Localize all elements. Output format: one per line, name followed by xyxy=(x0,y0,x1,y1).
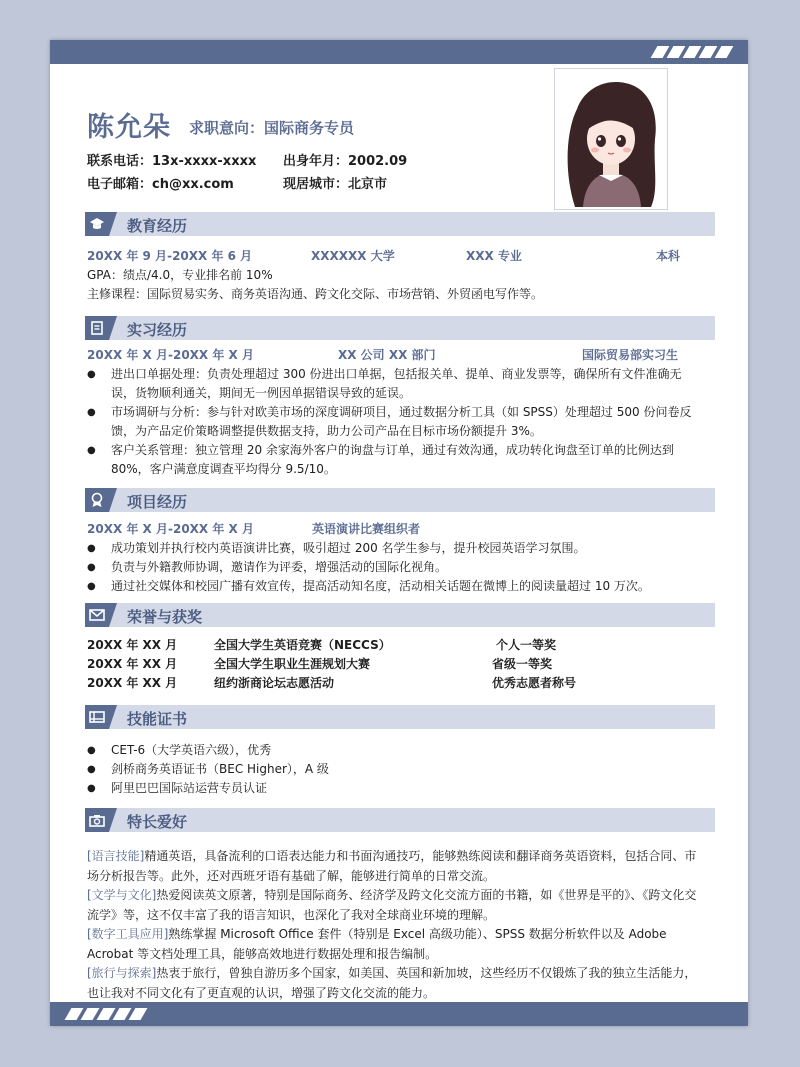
decorative-stripes xyxy=(68,1008,144,1020)
section-title: 荣誉与获奖 xyxy=(127,608,203,626)
book-icon xyxy=(85,316,109,340)
project-role: 英语演讲比赛组织者 xyxy=(312,522,421,536)
list-item: ● 市场调研与分析：参与针对欧美市场的深度调研项目，通过数据分析工具（如 SPSS）处理超过 500 份问卷反馈，为产品定价策略调整提供数据支持，助力公司产品在目标市场份额提升 3%。 xyxy=(87,403,697,441)
education-degree: 本科 xyxy=(656,249,681,263)
honor-date: 20XX 年 XX 月 xyxy=(87,638,178,652)
skills-list xyxy=(87,741,697,798)
section-header-education xyxy=(85,212,715,236)
city-info: 现居城市：北京市 xyxy=(283,177,388,192)
section-header-hobbies xyxy=(85,808,715,832)
phone-info: 联系电话：13x-xxxx-xxxx xyxy=(87,154,257,169)
section-header-skills xyxy=(85,705,715,729)
list-item: ● 负责与外籍教师协调，邀请作为评委，增强活动的国际化视角。 xyxy=(87,558,697,577)
list-item: ● 通过社交媒体和校园广播有效宣传，提高活动知名度，活动相关话题在微博上的阅读量超过 10 万次。 xyxy=(87,577,697,596)
hobby-tag: [旅行与探索] xyxy=(87,966,157,980)
section-header-project xyxy=(85,488,715,512)
graduation-cap-icon xyxy=(85,212,109,236)
email-info: 电子邮箱：ch@xx.com xyxy=(87,177,234,192)
section-title: 特长爱好 xyxy=(127,813,188,831)
list-item: ● 成功策划并执行校内英语演讲比赛，吸引超过 200 名学生参与，提升校园英语学习氛围。 xyxy=(87,539,697,558)
top-banner xyxy=(50,40,748,64)
hobby-tag: [语言技能] xyxy=(87,849,145,863)
hobby-paragraph xyxy=(87,964,702,1003)
hobby-paragraph xyxy=(87,847,702,886)
section-header-internship xyxy=(85,316,715,340)
education-period: 20XX 年 9 月-20XX 年 6 月 xyxy=(87,249,253,263)
hobby-text: 热衷于旅行，曾独自游历多个国家，如美国、英国和新加坡，这些经历不仅锻炼了我的独立生活能力，也让我对不同文化有了更直观的认识，增强了跨文化交流的能力。 xyxy=(87,966,697,1000)
honor-event: 全国大学生英语竞赛（NECCS） xyxy=(214,638,391,652)
list-item: ● 阿里巴巴国际站运营专员认证 xyxy=(87,779,697,798)
list-item: ● 剑桥商务英语证书（BEC Higher），A 级 xyxy=(87,760,697,779)
resume-sheet xyxy=(50,40,748,1026)
bottom-banner xyxy=(50,1002,748,1026)
hobby-paragraph xyxy=(87,925,702,964)
education-school: XXXXXX 大学 xyxy=(311,249,395,263)
honor-date: 20XX 年 XX 月 xyxy=(87,676,178,690)
list-item: ● 客户关系管理：独立管理 20 余家海外客户的询盘与订单，通过有效沟通，成功转化询盘至订单的比例达到 80%，客户满意度调查平均得分 9.5/10。 xyxy=(87,441,697,479)
candidate-name: 陈允朵 xyxy=(87,112,171,143)
section-header-honors xyxy=(85,603,715,627)
job-intent: 求职意向：国际商务专员 xyxy=(189,119,355,137)
internship-role: 国际贸易部实习生 xyxy=(582,348,679,362)
honor-event: 全国大学生职业生涯规划大赛 xyxy=(214,657,371,671)
internship-company: XX 公司 XX 部门 xyxy=(338,348,436,362)
list-item: ● 进出口单据处理：负责处理超过 300 份进出口单据，包括报关单、提单、商业发票等，确保所有文件准确无误，货物顺利通关，期间无一例因单据错误导致的延误。 xyxy=(87,365,697,403)
id-card-icon xyxy=(85,705,109,729)
education-major: XXX 专业 xyxy=(466,249,522,263)
camera-icon xyxy=(85,808,109,832)
internship-period: 20XX 年 X 月-20XX 年 X 月 xyxy=(87,348,254,362)
education-gpa: GPA：绩点/4.0，专业排名前 10% xyxy=(87,268,273,282)
hobby-paragraph xyxy=(87,886,702,925)
list-item: ● CET-6（大学英语六级），优秀 xyxy=(87,741,697,760)
hobby-text: 精通英语，具备流利的口语表达能力和书面沟通技巧，能够熟练阅读和翻译商务英语资料，包括合同、市场分析报告等。此外，还对西班牙语有基础了解，能够进行简单的日常交流。 xyxy=(87,849,697,883)
honor-award: 个人一等奖 xyxy=(496,638,557,652)
internship-list xyxy=(87,365,697,479)
section-title: 项目经历 xyxy=(127,493,188,511)
birth-info: 出身年月：2002.09 xyxy=(283,154,408,169)
honor-award: 省级一等奖 xyxy=(492,657,553,671)
hobby-text: 热爱阅读英文原著，特别是国际商务、经济学及跨文化交流方面的书籍，如《世界是平的》、《跨文化交流学》等，这不仅丰富了我的语言知识，也深化了我对全球商业环境的理解。 xyxy=(87,888,697,922)
hobby-tag: [文学与文化] xyxy=(87,888,157,902)
envelope-icon xyxy=(85,603,109,627)
profile-photo xyxy=(554,68,668,210)
section-title: 教育经历 xyxy=(127,217,188,235)
education-courses: 主修课程：国际贸易实务、商务英语沟通、跨文化交际、市场营销、外贸函电写作等。 xyxy=(87,287,544,301)
project-period: 20XX 年 X 月-20XX 年 X 月 xyxy=(87,522,254,536)
hobby-text: 熟练掌握 Microsoft Office 套件（特别是 Excel 高级功能）、SPSS 数据分析软件以及 Adobe Acrobat 等文档处理工具，能够高效地进行数据处理和报告编制。 xyxy=(87,927,667,961)
award-ribbon-icon xyxy=(85,488,109,512)
hobby-tag: [数字工具应用] xyxy=(87,927,169,941)
section-title: 技能证书 xyxy=(127,710,188,728)
section-title: 实习经历 xyxy=(127,321,188,339)
decorative-stripes xyxy=(654,46,730,58)
honor-date: 20XX 年 XX 月 xyxy=(87,657,178,671)
honor-award: 优秀志愿者称号 xyxy=(492,676,577,690)
project-list xyxy=(87,539,697,596)
honor-event: 纽约浙商论坛志愿活动 xyxy=(214,676,335,690)
